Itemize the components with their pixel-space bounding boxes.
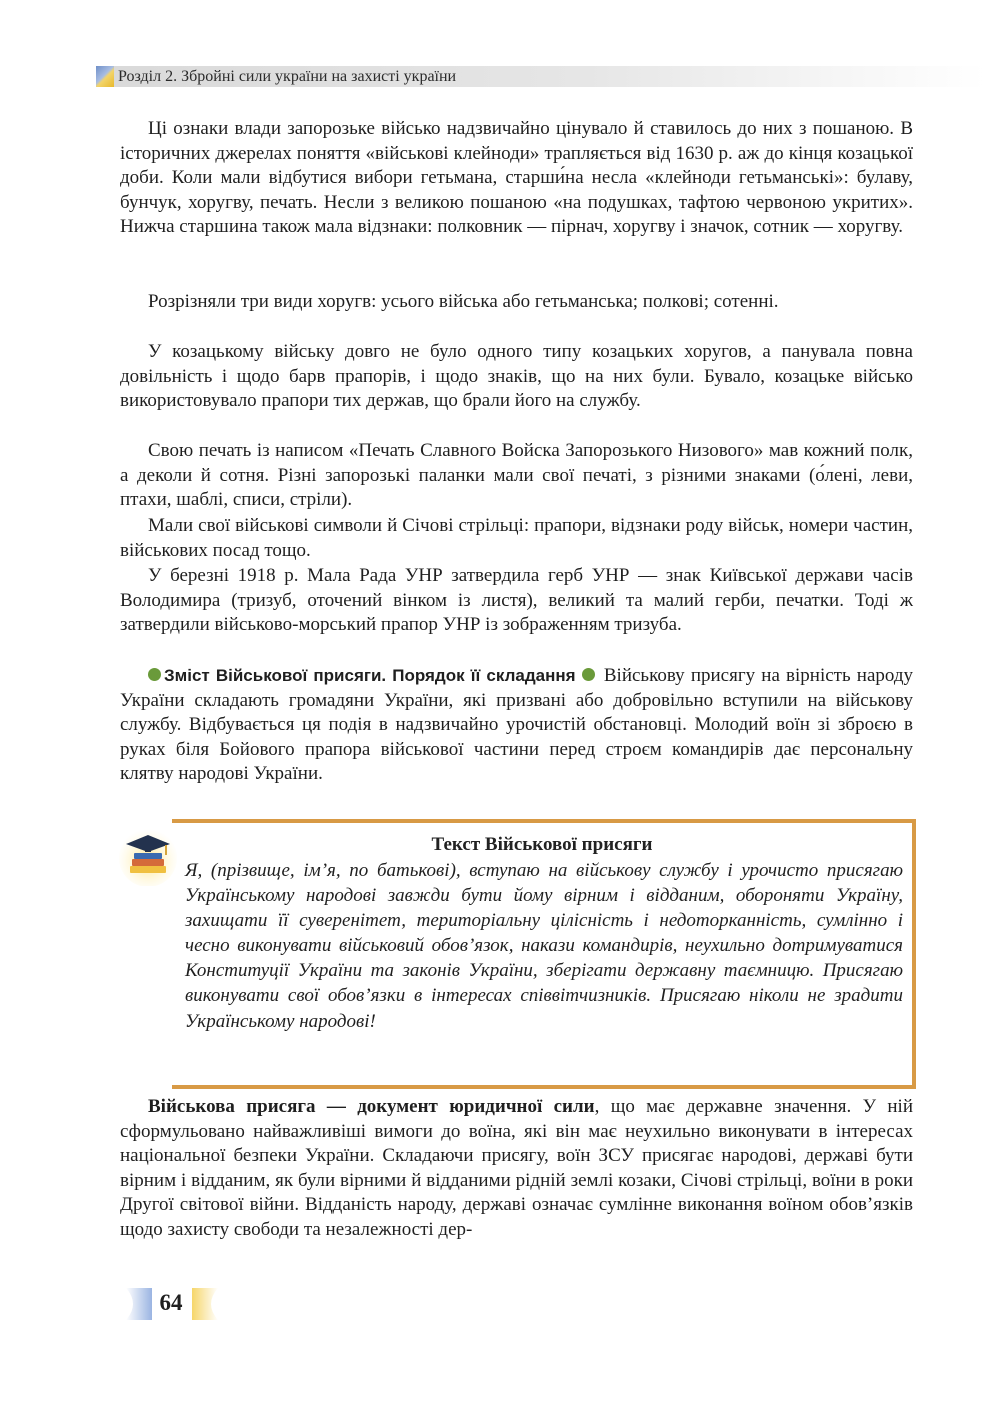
- page-number: 64: [159, 1290, 183, 1315]
- paragraph-banner-types: Розрізняли три види хоругв: усього війська або гетьманська; полкові; сотенні.: [148, 291, 779, 312]
- paragraph-regalia: Ці ознаки влади запорозьке військо надзвичайно цінувало й ставилось до них з пошаною. В історичних джерелах поняття «військові клейноди» трапляється від 1630 р. аж до кінця козацької доби. Коли мали відбутися вибори гетьмана, старши́на несла «клейноди гетьманські»: булаву, бунчук, хоругву, печать. Несли з великою пошаною «на подушках, тафтою червоною укритих». Нижча старшина також мала відзнаки: полковник — пірнач, хоругву і значок, сотник — хоругву.: [120, 118, 913, 238]
- section-text: Військову присягу на вірність народу України складають громадяни України, які призвані або добровільно вступили на військову службу. Відбувається ця подія в надзвичайно урочистій обстановці. Молодий воїн зі зброєю в руках біля Бойового прапора військової частини перед строєм командирів дає персональну клятву народові України.: [120, 665, 914, 785]
- chapter-header: Розділ 2. Збройні сили україни на захисті україни: [118, 68, 457, 85]
- closing-bold: Військова присяга — документ юридичної сили: [148, 1096, 595, 1117]
- header-marker: [96, 66, 114, 87]
- books-icon: [118, 826, 178, 886]
- bullet-icon: [148, 668, 161, 681]
- paragraph-oath-legal: [120, 1095, 913, 1243]
- paragraph-oath-content: [120, 664, 913, 787]
- closing-text: , що має державне значення. У ній сформульовано найважливіші вимоги до воїна, які він має неухильно виконувати в інтересах національної безпеки України. Складаючи присягу, воїн ЗСУ присягає народові, державі бути вірним і відданим, як були вірними й відданими рідній землі козаки, Січові стрільці, воїни в роки Другої світової війни. Відданість народу, державі означає сумлінне виконання воїном обов’язків щодо захисту свободи та незалежності дер-: [120, 1096, 913, 1240]
- paragraph-unr-symbols: У березні 1918 р. Мала Рада УНР затвердила герб УНР — знак Київської держави часів Володимира (тризуб, оточений вінком із листя), великий та малий герби, печатки. Тоді ж затвердили військово-морський прапор УНР із зображенням тризуба.: [120, 565, 913, 636]
- paragraph-seals: Свою печать із написом «Печать Славного Войска Запорозького Низового» мав кожний полк, а деколи й сотня. Різні запорозькі паланки мали свої печаті, з різними знаками (о́лені, леви, птахи, шаблі, списи, стріли).: [120, 440, 913, 511]
- paragraph-sich-riflemen: Мали свої військові символи й Січові стрільці: прапори, відзнаки роду військ, номери частин, військових посад тощо.: [120, 515, 913, 561]
- oath-title: Текст Військової присяги: [431, 834, 653, 855]
- bullet-icon: [582, 668, 595, 681]
- paragraph-cossack-banners: У козацькому війську довго не було одного типу козацьких хоругов, а панувала повна довільність і щодо барв прапорів, і щодо знаків, що на них були. Бувало, козацьке військо використовувало прапори тих держав, що брали його на службу.: [120, 341, 913, 412]
- oath-text: Я, (прізвище, ім’я, по батькові), вступаю на військову службу і урочисто присягаю Українському народові завжди бути йому вірним і відданим, обороняти Україну, захищати її суверенітет, територіальну цілісність і недоторканність, сумлінно і чесно виконувати військовий обов’язок, накази командирів, неухильно дотримуватися Конституції України та законів України, зберігати державну таємницю. Присягаю виконувати свої обов’язки в інтересах співвітчизників. Присягаю ніколи не зрадити Українському народові!: [185, 860, 903, 1032]
- section-title: Зміст Військової присяги. Порядок її складання: [164, 666, 576, 685]
